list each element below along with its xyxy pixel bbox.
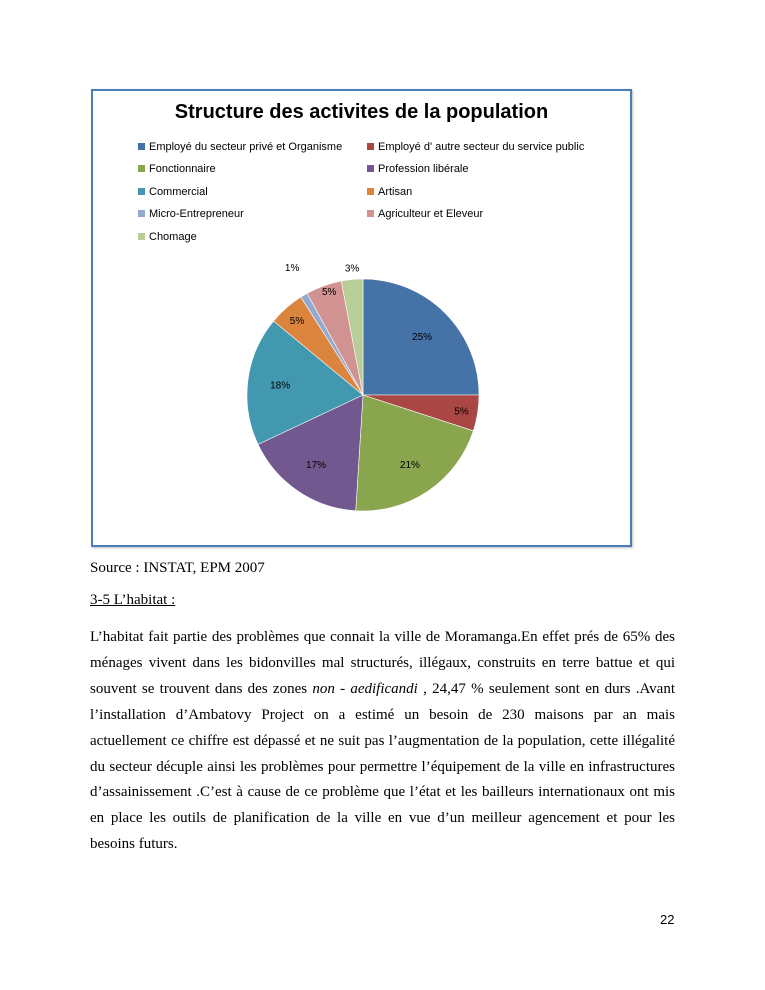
pie-chart <box>91 89 632 547</box>
pie-data-label: 25% <box>412 331 433 343</box>
page-number: 22 <box>660 912 675 927</box>
chart-title: Structure des activites de la population <box>174 101 549 123</box>
legend-label: Micro-Entrepreneur <box>149 208 244 220</box>
body-paragraph <box>90 625 675 858</box>
pie-data-label: 1% <box>284 263 300 275</box>
legend-label: Agriculteur et Eleveur <box>378 208 484 220</box>
pie-data-label: 3% <box>344 263 360 275</box>
paragraph-italic: non - aedificandi <box>312 680 418 697</box>
pie-data-label: 18% <box>270 380 291 392</box>
section-heading: 3-5 L’habitat : <box>90 592 176 608</box>
pie-data-label: 17% <box>306 460 327 472</box>
legend-label: Employé d' autre secteur du service public <box>378 141 585 153</box>
legend-label: Chomage <box>149 231 197 243</box>
pie-data-label: 5% <box>454 406 469 418</box>
pie-data-label: 5% <box>289 316 305 328</box>
pie-plot-area <box>93 91 630 545</box>
chart-source: Source : INSTAT, EPM 2007 <box>90 560 265 576</box>
pie-data-label: 21% <box>399 460 420 472</box>
legend-label: Profession libérale <box>378 163 469 175</box>
paragraph-text-1: L’habitat fait partie des problèmes que connait la ville de Moramanga.En effet prés de 65% des ménages vivent dans les bidonvilles mal structurés, illégaux, construits en terre battue et qui souvent se trouvent dans des zones <box>90 629 675 697</box>
legend-label: Commercial <box>149 186 208 198</box>
legend-label: Fonctionnaire <box>149 163 216 175</box>
legend-label: Employé du secteur privé et Organisme <box>149 141 343 153</box>
legend-label: Artisan <box>378 186 413 198</box>
paragraph-text-2: , 24,47 % seulement sont en durs .Avant l’installation d’Ambatovy Project on a estimé un besoin de 230 maisons par an mais actuellement ce chiffre est dépassé et ne suit pas l’augmentation de la population, cette illégalité du secteur décuple ainsi les problèmes pour permettre l’équipement de la ville en infrastructures d’assainissement .C’est à cause de ce problème que l’état et les bailleurs internationaux ont mis en place les outils de planification de la ville en vue d’un meilleur agencement et pour les besoins futurs. <box>90 680 675 853</box>
pie-data-label: 5% <box>321 287 337 299</box>
